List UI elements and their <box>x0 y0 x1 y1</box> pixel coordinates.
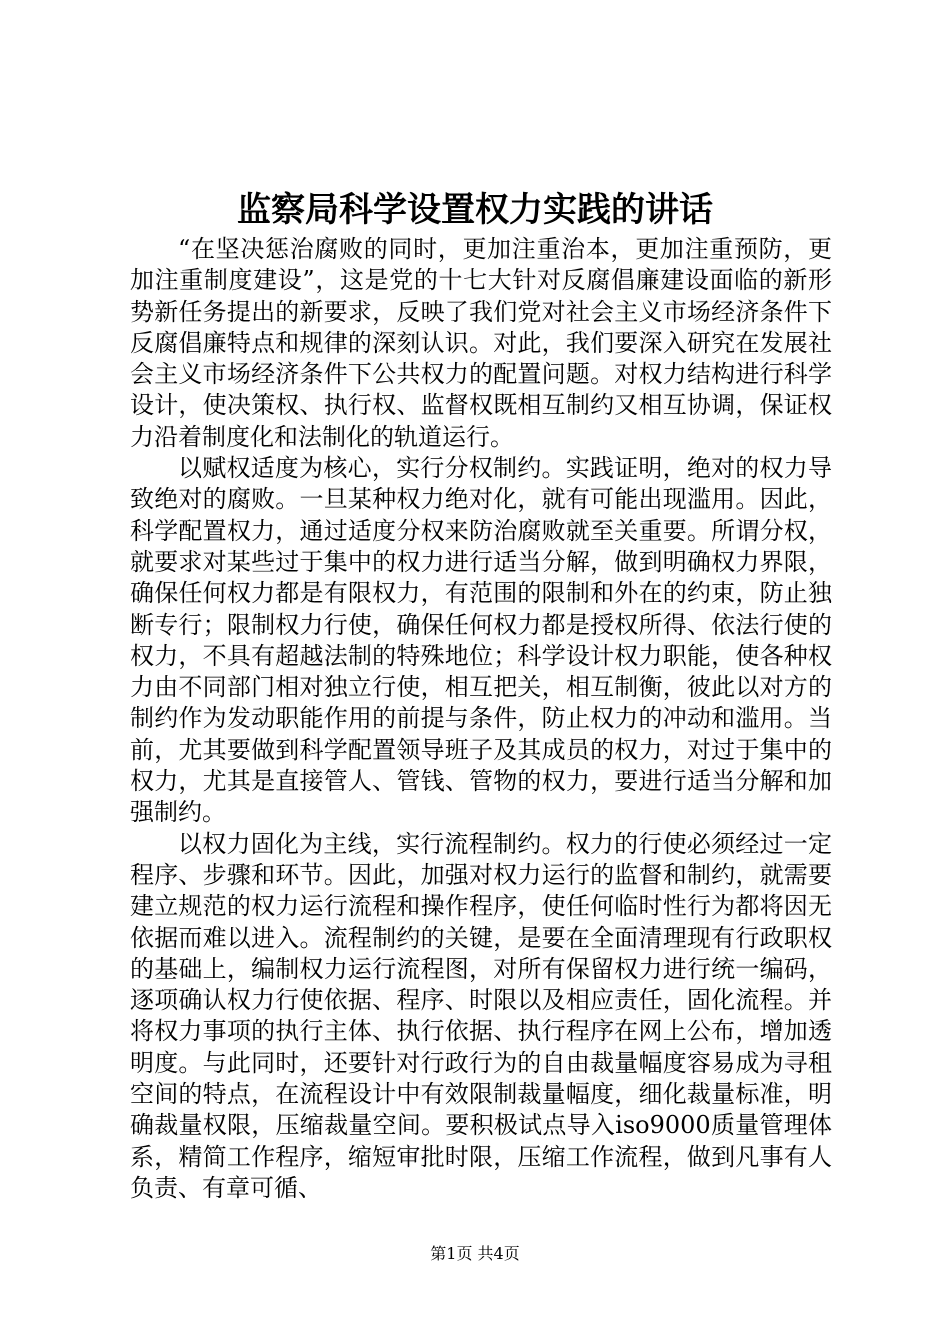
paragraph-1: “在坚决惩治腐败的同时，更加注重治本，更加注重预防，更加注重制度建设”，这是党的十七大针对反腐倡廉建设面临的新形势新任务提出的新要求，反映了我们党对社会主义市场经济条件下反腐倡廉特点和规律的深刻认识。对此，我们要深入研究在发展社会主义市场经济条件下公共权力的配置问题。对权力结构进行科学设计，使决策权、执行权、监督权既相互制约又相互协调，保证权力沿着制度化和法制化的轨道运行。 <box>130 235 832 451</box>
document-body <box>130 234 832 1204</box>
document-title: 监察局科学设置权力实践的讲话 <box>237 190 713 230</box>
page-footer: 第1页 共4页 <box>430 1244 520 1263</box>
paragraph-2: 以赋权适度为核心，实行分权制约。实践证明，绝对的权力导致绝对的腐败。一旦某种权力绝对化，就有可能出现滥用。因此，科学配置权力，通过适度分权来防治腐败就至关重要。所谓分权，就要求对某些过于集中的权力进行适当分解，做到明确权力界限，确保任何权力都是有限权力，有范围的限制和外在的约束，防止独断专行；限制权力行使，确保任何权力都是授权所得、依法行使的权力，不具有超越法制的特殊地位；科学设计权力职能，使各种权力由不同部门相对独立行使，相互把关，相互制衡，彼此以对方的制约作为发动职能作用的前提与条件，防止权力的冲动和滥用。当前，尤其要做到科学配置领导班子及其成员的权力，对过于集中的权力，尤其是直接管人、管钱、管物的权力，要进行适当分解和加强制约。 <box>130 454 832 827</box>
paragraph-3: 以权力固化为主线，实行流程制约。权力的行使必须经过一定程序、步骤和环节。因此，加强对权力运行的监督和制约，就需要建立规范的权力运行流程和操作程序，使任何临时性行为都将因无依据而难以进入。流程制约的关键，是要在全面清理现有行政职权的基础上，编制权力运行流程图，对所有保留权力进行统一编码，逐项确认权力行使依据、程序、时限以及相应责任，固化流程。并将权力事项的执行主体、执行依据、执行程序在网上公布，增加透明度。与此同时，还要针对行政行为的自由裁量幅度容易成为寻租空间的特点，在流程设计中有效限制裁量幅度，细化裁量标准，明确裁量权限，压缩裁量空间。要积极试点导入iso9000质量管理体系，精简工作程序，缩短审批时限，压缩工作流程，做到凡事有人负责、有章可循、 <box>130 829 832 1202</box>
